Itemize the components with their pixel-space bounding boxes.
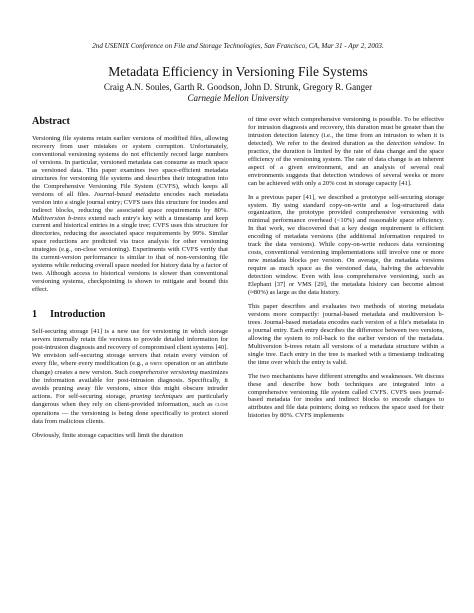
right-term-detection-window: detection window: [386, 139, 435, 147]
intro-paragraph-1: [32, 328, 228, 425]
intro-text-c: maximizes the information available for post-intrusion diagnosis. Specifically, it avoids pruning away file versions, since this might obscure intruder actions. For self-securing storage,: [32, 368, 228, 400]
two-column-body: [32, 116, 444, 439]
right-paragraph-2: In a previous paper [41], we described a prototype self-securing storage system. By using standard copy-on-write and a log-structured data organization, the prototype provided comprehensive versioning with minimal performance overhead (<10%) and reasonable space efficiency. In that work, we discovered that a key design requirement is efficient encoding of metadata versions (the additional information required to track the data versions). While copy-on-write reduces data versioning costs, conventional versioning implementations still involve one or more new metadata blocks per version. On average, the metadata versions require as much space as the versioned data, halving the achievable detection window. Even with less comprehensive versioning, such as Elephant [37] or VMS [29], the metadata history can become almost (≈80%) as large as the data history.: [248, 193, 444, 297]
intro-paragraph-2: Obviously, finite storage capacities will limit the duration: [32, 431, 183, 439]
intro-text-e: operations — the versioning is being done specifically to protect stored data from malicious clients.: [32, 409, 228, 425]
abstract-text-b: encodes each metadata version into a single journal entry; CVFS uses this structure for inodes and indirect blocks, reducing the associated space requirements by 80%.: [32, 190, 228, 214]
abstract-paragraph: [32, 135, 228, 294]
intro-close-op: close: [215, 401, 228, 408]
paper-title: Metadata Efficiency in Versioning File Systems: [108, 64, 368, 79]
intro-term-pruning: pruning techniques: [130, 392, 183, 400]
paper-authors: Craig A.N. Soules, Garth R. Goodson, John D. Strunk, Gregory R. Ganger: [103, 82, 373, 92]
right-paragraph-1: [248, 116, 444, 188]
left-column: [32, 116, 228, 439]
paper-affiliation: Carnegie Mellon University: [187, 93, 289, 103]
introduction-heading: [32, 309, 228, 321]
right-paragraph-4: The two mechanisms have different strengths and weaknesses. We discuss these and describe how both techniques are integrated into a comprehensive versioning file system called CVFS. CVFS uses journal-based metadata for inodes and indirect blocks to encode changes to attributes and file data pointers; doing so reduces the space used for their histories by 80%. CVFS implements: [248, 372, 444, 420]
abstract-term-journal: Journal-based metadata: [93, 190, 160, 198]
section-number: 1: [32, 309, 38, 321]
right-text-a: of time over which comprehensive versioning is possible. To be effective for intrusion diagnosis and recovery, this duration must be greater than the intrusion detection latency (i.e., the time from an intrusion to when it is detected). We refer to the desired duration as the: [248, 116, 444, 147]
conference-header: 2nd USENIX Conference on File and Storage Technologies, San Francisco, CA, Mar 31 - Apr 2, 2003.: [92, 42, 384, 50]
right-text-b: . In practice, the duration is limited by the rate of data change and the space efficiency of the versioning system. The rate of data change is an inherent aspect of a given environment, and an analysis of several real environments suggests that detection windows of several weeks or more can be achieved with only a 20% cost in storage capacity [41].: [248, 139, 444, 187]
section-title: Introduction: [50, 309, 106, 321]
abstract-term-mvbt: Multiversion b-trees: [32, 214, 86, 222]
intro-text-a: Self-securing storage [41] is a new use for versioning in which storage servers internally retain file versions to provide detailed information for post-intrusion diagnosis and recovery of compromised client systems [40]. We envision self-securing storage servers that retain every version of every file, where every modification (e.g., a: [32, 328, 228, 367]
abstract-text-a: Versioning file systems retain earlier versions of modified files, allowing recovery from user mistakes or system corruption. Unfortunately, conventional versioning systems do not efficiently record large numbers of versions. In particular, versioned metadata can consume as much space as versioned data. This paper examines two space-efficient metadata structures for versioning file systems and describes their integration into the Comprehensive Versioning File System (CVFS), which keeps all versions of all files.: [32, 135, 228, 198]
abstract-text-c: extend each entry's key with a timestamp and keep current and historical entries in a single tree; CVFS uses this structure for directories, reducing the associated space requirements by 99%. Similar space reductions are predicted via trace analysis for other versioning strategies (e.g., on-close versioning). Experiments with CVFS verify that its current-version performance is similar to that of non-versioning file systems while reducing overall space needed for history data by a factor of two. Although access to historical versions is slower than conventional versioning systems, checkpointing is shown to mitigate and bound this effect.: [32, 214, 229, 294]
intro-write-op: write: [149, 360, 163, 367]
abstract-heading: Abstract: [32, 116, 70, 127]
right-column: [248, 116, 444, 439]
intro-text-b: operation or an attribute change) creates a new version. Such: [32, 359, 228, 376]
intro-text-d: are particularly dangerous when they rely on client-provided information, such as: [32, 392, 229, 408]
intro-term-comprehensive: comprehensive versioning: [129, 368, 198, 376]
right-paragraph-3: This paper describes and evaluates two methods of storing metadata versions more compactly: journal-based metadata and multiversion b-trees. Journal-based metadata encodes each version of a file's metadata in a journal entry. Each entry describes the difference between two versions, allowing the system to roll-back to the earlier version of the metadata. Multiversion b-trees retain all versions of a metadata structure within a single tree. Each entry in the tree is marked with a timestamp indicating the time over which the entry is valid.: [248, 302, 444, 366]
